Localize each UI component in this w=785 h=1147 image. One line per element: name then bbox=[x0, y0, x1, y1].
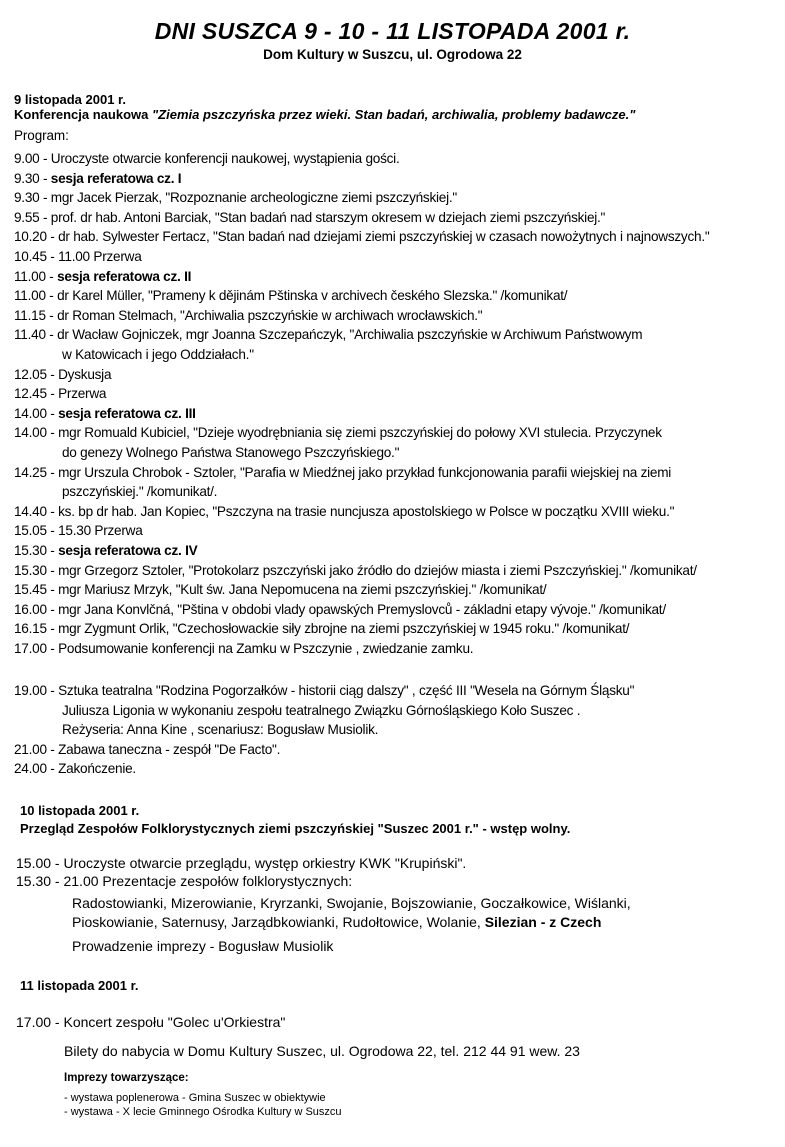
program-item bbox=[14, 327, 642, 342]
program-item-continuation: pszczyńskiej." /komunikat/. bbox=[62, 484, 218, 500]
conference-title: "Ziemia pszczyńska przez wieki. Stan badań, archiwalia, problemy badawcze." bbox=[152, 107, 636, 122]
program-time: 14.40 - bbox=[14, 503, 55, 519]
program-item bbox=[14, 523, 143, 538]
conference-label: Konferencja naukowa bbox=[14, 107, 149, 122]
program-text: dr hab. Sylwester Fertacz, "Stan badań nad dziejami ziemi pszczyńskiej w czasach nowożytnych i najnowszych." bbox=[58, 229, 710, 245]
program-text: ks. bp dr hab. Jan Kopiec, "Pszczyna na trasie nuncjusza apostolskiego w Polsce w początku XVIII wieku." bbox=[58, 503, 675, 519]
evening-time: 21.00 - bbox=[14, 741, 55, 757]
evening-time: 24.00 - bbox=[14, 761, 55, 777]
program-item bbox=[14, 425, 662, 440]
program-item bbox=[14, 229, 709, 244]
day2-date: 10 listopada 2001 r. bbox=[20, 803, 140, 818]
program-text: 11.00 Przerwa bbox=[58, 249, 142, 264]
program-time: 15.45 - bbox=[14, 582, 55, 598]
side-event-1: - wystawa poplenerowa - Gmina Suszec w obiektywie bbox=[64, 1092, 326, 1104]
program-text: dr Roman Stelmach, "Archiwalia pszczyńskie w archiwach wrocławskich." bbox=[57, 307, 483, 323]
program-item bbox=[14, 504, 674, 519]
program-time: 15.30 - bbox=[14, 562, 55, 578]
program-item bbox=[14, 563, 697, 578]
day2-headline: Przegląd Zespołów Folklorystycznych ziemi pszczyńskiej "Suszec 2001 r." - wstęp wolny. bbox=[20, 821, 571, 836]
program-text: 15.30 Przerwa bbox=[58, 523, 143, 539]
program-time: 15.05 - bbox=[14, 523, 55, 539]
program-time: 9.00 - bbox=[14, 151, 48, 166]
day2-presentations: 15.30 - 21.00 Prezentacje zespołów folklorystycznych: bbox=[16, 873, 353, 889]
session-heading: sesja referatowa cz. III bbox=[58, 405, 196, 421]
program-time: 10.20 - bbox=[14, 229, 55, 245]
groups-line-2-text: Pioskowianie, Saternusy, Jarządbkowianki, Rudołtowice, Wolanie, bbox=[72, 914, 481, 930]
program-time: 16.15 - bbox=[14, 621, 55, 637]
session-heading: sesja referatowa cz. IV bbox=[58, 543, 198, 558]
program-text: mgr Jana Konvlčná, "Pština v obdobi vlady opawských Premyslovců - základni etapy vývoje." /komunikat/ bbox=[58, 601, 666, 617]
program-time: 12.05 - bbox=[14, 366, 55, 382]
program-item-continuation: w Katowicach i jego Oddziałach." bbox=[62, 347, 254, 362]
program-time: 9.30 - bbox=[14, 170, 48, 186]
program-time: 12.45 - bbox=[14, 386, 55, 402]
program-item bbox=[14, 621, 629, 636]
program-text: Dyskusja bbox=[58, 366, 112, 382]
day3-date: 11 listopada 2001 r. bbox=[20, 978, 139, 993]
session-heading: sesja referatowa cz. II bbox=[57, 268, 192, 284]
program-text: mgr Zygmunt Orlik, "Czechosłowackie siły zbrojne na ziemi pszczyńskiej w 1945 roku." /komunikat/ bbox=[58, 621, 630, 637]
side-event-2: - wystawa - X lecie Gminnego Ośrodka Kultury w Suszcu bbox=[64, 1106, 342, 1118]
program-item bbox=[14, 249, 142, 264]
program-text: mgr Romuald Kubiciel, "Dzieje wyodrębniania się ziemi pszczyńskiej do połowy XVI stulecia. Przyczynek bbox=[58, 425, 662, 441]
program-item-continuation: do genezy Wolnego Państwa Stanowego Pszczyńskiego." bbox=[62, 445, 400, 460]
program-text: Podsumowanie konferencji na Zamku w Pszczynie , zwiedzanie zamku. bbox=[58, 641, 474, 656]
program-text: mgr Grzegorz Sztoler, "Protokolarz pszczyński jako źródło do dziejów miasta i ziemi Pszczyńskiej." /komunikat/ bbox=[58, 562, 697, 578]
program-item bbox=[14, 288, 567, 303]
program-time: 11.15 - bbox=[14, 307, 54, 323]
program-text: prof. dr hab. Antoni Barciak, "Stan badań nad starszym okresem w dziejach ziemi pszczyńskiej." bbox=[50, 209, 606, 225]
program-time: 11.00 - bbox=[14, 288, 54, 304]
program-time: 14.25 - bbox=[14, 464, 55, 480]
evening-item bbox=[14, 683, 634, 698]
program-item bbox=[14, 406, 196, 421]
program-time: 11.40 - bbox=[14, 327, 54, 343]
page-title: DNI SUSZCA 9 - 10 - 11 LISTOPADA 2001 r. bbox=[154, 18, 631, 44]
evening-item bbox=[14, 742, 280, 757]
evening-text: Sztuka teatralna "Rodzina Pogorzałków - historii ciąg dalszy" , część III "Wesela na Górnym Śląsku" bbox=[58, 683, 635, 698]
groups-line-2 bbox=[72, 914, 601, 930]
program-item bbox=[14, 269, 191, 284]
groups-line-1: Radostowianki, Mizerowianie, Kryrzanki, Swojanie, Bojszowianie, Goczałkowice, Wiślanki, bbox=[72, 895, 631, 911]
page-subtitle: Dom Kultury w Suszcu, ul. Ogrodowa 22 bbox=[263, 47, 522, 62]
program-item bbox=[14, 543, 197, 558]
program-item bbox=[14, 641, 473, 656]
program-time: 10.45 - bbox=[14, 249, 55, 264]
side-events-label: Imprezy towarzyszące: bbox=[64, 1072, 189, 1084]
program-item bbox=[14, 308, 482, 323]
program-item bbox=[14, 190, 457, 205]
program-text: mgr Jacek Pierzak, "Rozpoznanie archeologiczne ziemi pszczyńskiej." bbox=[50, 190, 457, 206]
day1-date: 9 listopada 2001 r. bbox=[14, 92, 127, 107]
evening-text: Zakończenie. bbox=[58, 761, 136, 777]
program-time: 9.30 - bbox=[14, 190, 48, 206]
program-label: Program: bbox=[14, 128, 69, 143]
event-host: Prowadzenie imprezy - Bogusław Musiolik bbox=[72, 938, 334, 954]
program-time: 17.00 - bbox=[14, 641, 55, 656]
groups-guest: Silezian - z Czech bbox=[484, 914, 602, 930]
program-time: 11.00 - bbox=[14, 268, 54, 284]
evening-continuation: Reżyseria: Anna Kine , scenariusz: Bogusław Musiolik. bbox=[62, 722, 379, 738]
program-text: mgr Mariusz Mrzyk, "Kult św. Jana Nepomucena na ziemi pszczyńskiej." /komunikat/ bbox=[58, 582, 547, 598]
program-item bbox=[14, 210, 605, 225]
program-time: 16.00 - bbox=[14, 601, 55, 617]
program-text: dr Karel Müller, "Prameny k dějinám Pštinska v archivech českého Slezska." /komunikat/ bbox=[57, 288, 568, 304]
evening-time: 19.00 - bbox=[14, 683, 55, 698]
program-text: Przerwa bbox=[58, 386, 107, 402]
session-heading: sesja referatowa cz. I bbox=[50, 170, 182, 186]
program-item bbox=[14, 465, 671, 480]
evening-text: Zabawa taneczna - zespół "De Facto". bbox=[58, 741, 281, 757]
program-text: mgr Urszula Chrobok - Sztoler, "Parafia w Miedźnej jako przykład funkcjonowania parafii wiejskiej na ziemi bbox=[58, 464, 672, 480]
program-time: 9.55 - bbox=[14, 209, 48, 225]
program-time: 14.00 - bbox=[14, 405, 55, 421]
program-item bbox=[14, 151, 399, 166]
program-time: 15.30 - bbox=[14, 543, 55, 558]
conference-heading bbox=[14, 107, 635, 122]
day2-opening: 15.00 - Uroczyste otwarcie przeglądu, występ orkiestry KWK "Krupiński". bbox=[16, 855, 467, 871]
program-text: dr Wacław Gojniczek, mgr Joanna Szczepańczyk, "Archiwalia pszczyńskie w Archiwum Państwowym bbox=[57, 327, 643, 343]
evening-item bbox=[14, 761, 136, 776]
evening-continuation: Juliusza Ligonia w wykonaniu zespołu teatralnego Związku Górnośląskiego Koło Suszec . bbox=[62, 702, 581, 718]
program-time: 14.00 - bbox=[14, 425, 55, 441]
program-item bbox=[14, 367, 111, 382]
concert-line: 17.00 - Koncert zespołu "Golec u'Orkiestra" bbox=[16, 1014, 286, 1030]
program-item bbox=[14, 386, 106, 401]
tickets-line: Bilety do nabycia w Domu Kultury Suszec, ul. Ogrodowa 22, tel. 212 44 91 wew. 23 bbox=[64, 1043, 580, 1059]
program-text: Uroczyste otwarcie konferencji naukowej, wystąpienia gości. bbox=[50, 151, 400, 166]
program-item bbox=[14, 171, 181, 186]
program-item bbox=[14, 602, 666, 617]
program-item bbox=[14, 582, 546, 597]
